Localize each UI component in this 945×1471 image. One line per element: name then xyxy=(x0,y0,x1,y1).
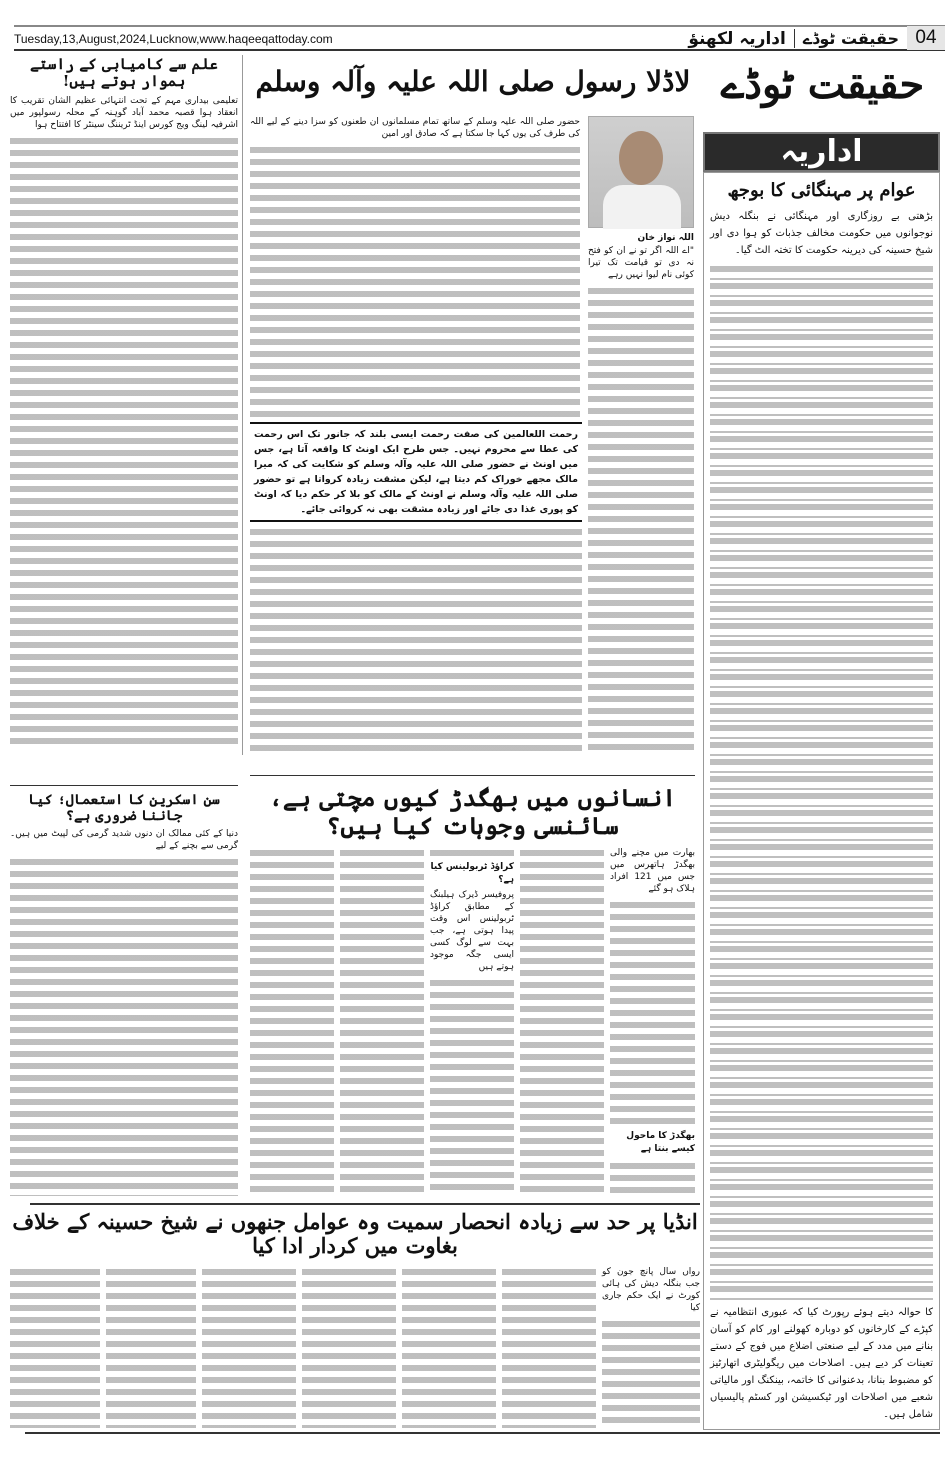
divider xyxy=(10,785,238,786)
left-body-1 xyxy=(10,135,238,751)
left-article-1 xyxy=(10,56,238,750)
bottom-article xyxy=(10,1210,700,1428)
divider xyxy=(250,775,695,776)
left-lead-2: دنیا کے کئی ممالک ان دنوں شدید گرمی کی لپیٹ میں ہیں۔ گرمی سے بچنے کے لیے xyxy=(10,829,238,852)
bottom-column xyxy=(602,1266,700,1428)
stampede-lead: بھارت میں مچنے والی بھگدڑ ہاتھرس میں جس میں 121 افراد ہلاک ہو گئے xyxy=(610,848,695,895)
stampede-column xyxy=(430,847,514,1196)
bottom-col-4 xyxy=(302,1266,396,1428)
main-lower-column xyxy=(250,422,582,752)
bottom-columns xyxy=(10,1266,700,1428)
main-right-column xyxy=(588,232,694,752)
editorial-lead: بڑھتی بے روزگاری اور مہنگائی نے بنگلہ دیش نوجوانوں میں حکومت مخالف جذبات کو ہوا دی اور شیخ حسینہ کی دیرینہ حکومت کا تختہ الٹ گیا۔ xyxy=(710,210,933,256)
left-article-2 xyxy=(10,792,238,1196)
bottom-col-3 xyxy=(402,1266,496,1428)
bottom-col-7 xyxy=(10,1266,100,1428)
left-headline-1: علم سے کامیابی کے راستے ہموار ہوتے ہیں! xyxy=(30,55,218,91)
page-number: 04 xyxy=(907,26,945,50)
author-name: اللہ نواز خان xyxy=(637,233,694,243)
stampede-col-4 xyxy=(340,847,424,1196)
header-logo: حقیقت ٹوڈے xyxy=(794,29,899,48)
bottom-col-1 xyxy=(602,1318,700,1428)
left-headline-2: سن اسکرین کا استعمال؛ کیا جاننا ضروری ہے؟ xyxy=(28,792,220,825)
stampede-col-2 xyxy=(520,847,604,1196)
header-right-group xyxy=(688,27,945,49)
main-headline: لاڈلا رسول صلی اللہ علیہ وآلہ وسلم xyxy=(255,65,691,98)
stampede-subhead-2: بھگدڑ کا ماحول کیسے بنتا ہے xyxy=(626,1131,695,1154)
face-shape xyxy=(619,131,663,185)
editorial-box xyxy=(703,172,940,1430)
stampede-col-5 xyxy=(250,847,334,1196)
main-upper-column xyxy=(250,116,580,418)
editorial-excerpt: کا حوالہ دیتے ہوئے رپورٹ کیا کہ عبوری انتظامیہ نے کپڑے کے کارخانوں کو دوبارہ کھولنے اور کام کو آسان بنانے میں مدد کے لیے صنعتی اضلاع میں فوج کے دستے تعینات کر دیے ہیں۔ اصلاحات میں ریگولیٹری اتھارٹیز کو مضبوط بنانا، بدعنوانی کا خاتمہ، بینکنگ اور مالیاتی شعبے میں اصلاحات اور ٹیکسیشن اور کسٹم پالیسیاں شامل ہیں۔ xyxy=(710,1307,933,1420)
stampede-col-3 xyxy=(430,977,514,1196)
stampede-column xyxy=(520,847,604,1196)
stampede-columns xyxy=(250,847,695,1196)
bottom-col-5 xyxy=(202,1266,296,1428)
author-photo xyxy=(588,116,694,228)
stampede-subhead-1: کراؤڈ ٹربولینس کیا ہے؟ xyxy=(430,862,514,886)
editorial-band: اداریہ xyxy=(703,132,940,172)
stampede-headline: انسانوں میں بھگدڑ کیوں مچتی ہے، سائنسی وجوہات کیا ہیں؟ xyxy=(268,783,677,840)
main-lead: حضور صلی اللہ علیہ وسلم کے ساتھ تمام مسلمانوں ان طعنوں کو سزا دینے کے لیے اللہ کی طرف کی یوں کہا جا سکتا ہے کہ صادق اور امین xyxy=(250,117,580,139)
masthead-logo: حقیقت ٹوڈے xyxy=(720,61,925,108)
main-body-right xyxy=(588,285,694,752)
bottom-col-2 xyxy=(502,1266,596,1428)
bottom-lead: رواں سال پانچ جون کو جب بنگلہ دیش کی ہائی کورٹ نے ایک حکم جاری کیا xyxy=(602,1267,700,1314)
dateline: Tuesday,13,August,2024,Lucknow,www.haqeeqattoday.com xyxy=(14,32,333,46)
main-body-lower xyxy=(250,526,582,752)
divider xyxy=(30,1203,700,1205)
column-divider xyxy=(242,55,243,755)
section-title: اداریہ لکھنؤ xyxy=(688,28,786,49)
stampede-col-1 xyxy=(610,899,695,1126)
stampede-column xyxy=(340,847,424,1196)
stampede-col-1b xyxy=(610,1160,695,1196)
stampede-col-3-top xyxy=(430,847,514,859)
shirt-shape xyxy=(603,185,681,229)
bottom-rule xyxy=(25,1432,940,1434)
stampede-column xyxy=(250,847,334,1196)
bottom-col-6 xyxy=(106,1266,196,1428)
bottom-headline: انڈیا پر حد سے زیادہ انحصار سمیت وہ عوامل جنھوں نے شیخ حسینہ کے خلاف بغاوت میں کردار ادا کیا xyxy=(12,1209,698,1259)
stampede-article xyxy=(250,784,695,1196)
editorial-body xyxy=(710,263,933,1300)
editorial-headline: عوام پر مہنگائی کا بوجھ xyxy=(727,180,916,201)
main-body-upper xyxy=(250,144,580,418)
left-body-2 xyxy=(10,856,238,1196)
left-lead-1: تعلیمی بیداری مہم کے تحت انتہائی عظیم الشان تقریب کا انعقاد ہوا قصبہ محمد آباد گوہنہ کے محلہ رسولپور میں اشرفیہ لینگ ویج کورس اینڈ ٹریننگ سینٹر کا افتتاح ہوا xyxy=(10,95,238,130)
main-pull-quote: رحمت اللعالمین کی صفت رحمت ایسی بلند کہ جانور تک اس رحمت کی عطا سے محروم نہیں۔ جس طرح ایک اونٹ کا واقعہ آتا ہے، جس میں اونٹ نے حضور صلی اللہ علیہ وآلہ وسلم کو شکایت کی کہ میرا مالک مجھے خوراک کم دیتا ہے، لیکن مشقت زیادہ کرواتا ہے تو حضور صلی اللہ علیہ وآلہ وسلم نے اونٹ کے مالک کو بلا کر حکم دیا کہ اونٹ کو پوری غذا دی جائے اور زیادہ مشقت بھی نہ کروائی جائے۔ xyxy=(250,422,582,522)
stampede-sub-lead: پروفیسر ڈیرک ہیلبنگ کے مطابق کراؤڈ ٹربولینس اس وقت پیدا ہوتی ہے، جب بہت سے لوگ کسی ایسی جگہ موجود ہوتے ہیں xyxy=(430,890,514,973)
author-quote: "اے اللہ اگر تو نے ان کو فتح نہ دی تو قیامت تک تیرا کوئی نام لیوا نہیں رہے xyxy=(588,246,694,280)
page-header xyxy=(14,27,945,51)
stampede-column xyxy=(610,847,695,1196)
